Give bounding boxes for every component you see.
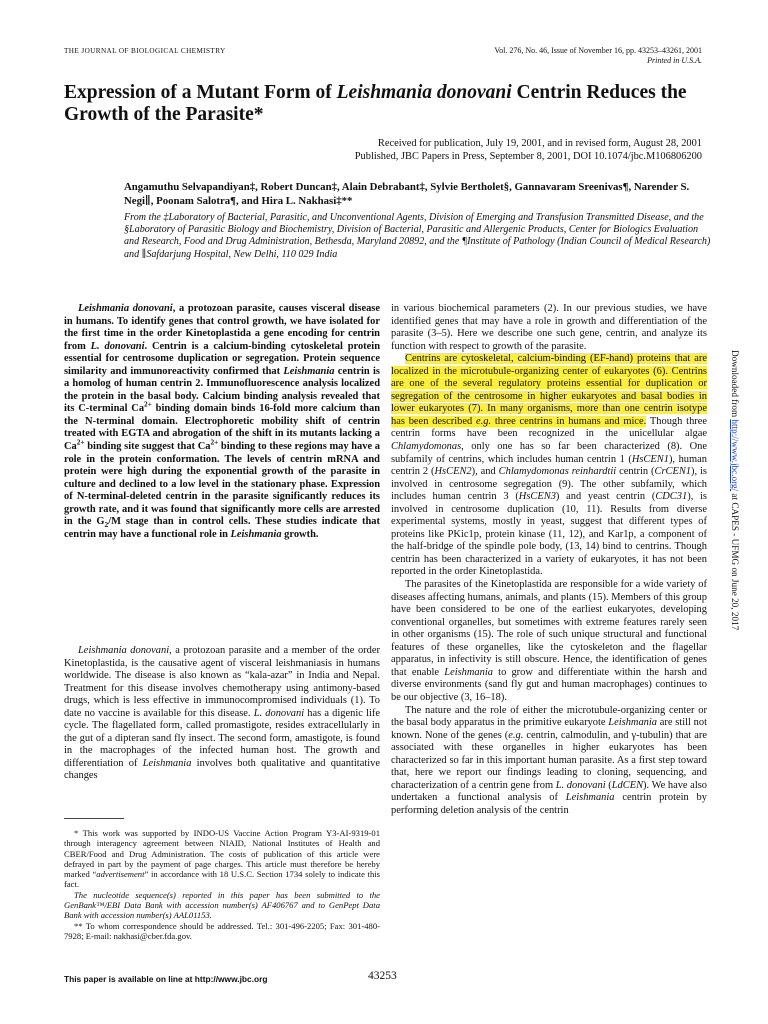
text-run: HsCEN3 (518, 491, 556, 503)
footnote-funding (64, 828, 380, 890)
download-suffix: at CAPES - UFMG on June 20, 2017 (730, 491, 740, 631)
text-run: ” in accordance with 18 U.S.C. Section 1734 solely to indicate this fact. (64, 869, 380, 890)
footnote-rule (64, 818, 124, 819)
text-run: Leishmania (444, 666, 493, 678)
text-run: Leishmania (230, 528, 282, 540)
text-run: 2+ (144, 399, 152, 409)
text-run: involves both qualitative and quantitative changes (64, 757, 380, 782)
text-run: ** To whom correspondence should be addressed. Tel.: 301-496-2205; Fax: 301-480-7928; E-mail: nakhasi@cber.fda.gov. (64, 920, 380, 941)
text-run: CDC31 (655, 491, 688, 503)
publication-dates (300, 138, 702, 163)
text-run: to grow and differentiate within the harsh and diverse environments (sand fly gut and human macrophages) continues to be our objective (3, 16–18). (391, 666, 707, 703)
text-run: centrin ( (616, 466, 655, 478)
text-run: has a digenic life cycle. The flagellated form, called promastigote, resides extracellularly in the gut of a dipteran sand fly insect. The second form, amastigote, is found in the macrophages of the infected human host. The growth and differentiation of (64, 707, 380, 769)
text-run: growth. (281, 528, 319, 540)
download-prefix: Downloaded from (730, 350, 740, 420)
published-line: Published, JBC Papers in Press, September 8, 2001, DOI 10.1074/jbc.M106806200 (354, 150, 702, 162)
right-paragraph-1 (391, 303, 707, 353)
affiliations: From the ‡Laboratory of Bacterial, Parasitic, and Unconventional Agents, Division of Emerging and Transfusion Transmitted Disease, and the §Laboratory of Parasitic Biology and Biochemistry, Division of Bacterial, Parasitic and Allergenic Products, Center for Biologics Evaluation and Research, Food and Drug Administration, Bethesda, Maryland 20892, and the ¶Institute of Pathology (Indian Council of Medical Research) and ∥Safdarjung Hospital, New Delhi, 110 029 India (124, 212, 711, 260)
text-run: binding site suggest that Ca (84, 441, 211, 453)
text-run: e.g. (508, 729, 524, 741)
text-run: in various biochemical parameters (2). In our previous studies, we have identified genes that may have a role in growth and differentiation of the parasite (3–5). Here we describe one such gene, centrin, and analyze its function with respect to growth of the parasite. (391, 303, 707, 352)
text-run: centrin is a homolog of human centrin 2. Immunofluorescence analysis localized the protein in the basal body. Calcium binding analysis revealed that its C-terminal Ca (64, 365, 380, 415)
text-run: ). We have also undertaken a functional analysis of (391, 779, 707, 804)
printed-line: Printed in U.S.A. (647, 56, 702, 65)
text-run: Though three centrin forms have been recognized in the unicellular algae (391, 415, 708, 440)
text-run: ), is involved in centrosome duplication (10, 11). Results from diverse experimental systems, mostly in yeast, suggest that different types of proteins like PKic1p, protein kinase (11, 12), and Kar1p, a component of the half-bridge of the spindle pole body, (13, 14) bind to centrins. Though centrin has been characterized in a variety of eukaryotes, it has not been reported in the order Kinetoplastida. (391, 491, 707, 578)
text-run: , a protozoan parasite and a member of the order Kinetoplastida, is the causative agent of visceral leishmaniasis in humans worldwide. The disease is also known as “kala-azar” in India and Nepal. Treatment for this disease involves chemotherapy using antimony-based drugs, which is less effective in immunocompromised individuals (1). To date no vaccine is available for this disease. (64, 645, 380, 719)
text-run: LdCEN (611, 779, 644, 791)
right-paragraph-4 (391, 705, 707, 818)
footnote-sequence (64, 890, 380, 921)
article-title (64, 82, 714, 126)
text-run: . Centrin is a calcium-binding cytoskeletal protein essential for centrosome duplication or segregation. Protein sequence similarity and immunoreactivity confirmed that (64, 340, 381, 377)
title-species: Leishmania donovani (336, 82, 512, 103)
page-number: 43253 (368, 970, 397, 982)
text-run: Leishmania (565, 792, 615, 804)
text-run: 2 (104, 520, 109, 530)
text-run: are still not known. None of the genes ( (391, 717, 707, 741)
text-run: advertisement (96, 869, 145, 880)
volume-info (480, 46, 702, 66)
text-run: , a protozoan parasite, causes visceral disease in humans. To identify genes that control growth, we have isolated for the first time in the order Kinetoplastida a gene encoding for centrin from (64, 303, 380, 352)
text-run: ( (605, 779, 612, 791)
text-run: HsCEN1 (631, 453, 669, 465)
text-run: ), human centrin 2 ( (391, 453, 707, 478)
right-paragraph-2 (391, 353, 707, 579)
journal-name: THE JOURNAL OF BIOLOGICAL CHEMISTRY (64, 47, 226, 55)
online-availability: This paper is available on line at http://www.jbc.org (64, 974, 268, 984)
text-run: Leishmania (142, 757, 192, 769)
introduction-right-column (391, 303, 707, 817)
text-run: The nature and the role of either the microtubule-organizing center or the basal body apparatus in the primitive eukaryote (391, 704, 707, 729)
text-run: HsCEN2 (434, 466, 472, 478)
text-run: L. donovani (90, 340, 145, 352)
text-run: ) and yeast centrin ( (555, 491, 656, 503)
volume-line: Vol. 276, No. 46, Issue of November 16, pp. 43253–43261, 2001 (494, 46, 702, 55)
footnotes (64, 828, 380, 941)
text-run: Leishmania donovani (78, 303, 173, 314)
text-run: The nucleotide sequence(s) reported in this paper has been submitted to the GenBank™/EBI Data Bank with accession number(s) AF406767 and to GenPept Data Bank with accession number(s) AAL01153. (64, 889, 380, 921)
text-run: ), and (471, 466, 499, 478)
right-paragraph-3 (391, 579, 707, 704)
footnote-correspondence (64, 921, 380, 942)
text-run: three centrins in humans and mice. (491, 415, 647, 427)
text-run: /M stage than in control cells. These studies indicate that centrin may have a functional role in (64, 516, 380, 540)
text-run: Chlamydomonas reinhardtii (498, 466, 617, 478)
text-run: Chlamydomonas (391, 441, 462, 453)
text-run: CrCEN1 (654, 466, 692, 478)
received-line: Received for publication, July 19, 2001, and in revised form, August 28, 2001 (377, 138, 702, 149)
text-run: Leishmania (283, 365, 335, 377)
text-run: The parasites of the Kinetoplastida are responsible for a wide variety of diseases affecting humans, animals, and plants (15). Members of this group have been considered to be one of the earliest eukaryotes, developing conventional organelles, but sometimes with extreme features rarely seen in other organisms (15). The role of such unique structural and functional features of these organelles, like the cytoskeleton and the flagellar apparatus, in infectivity is still obscure. Hence, the identification of genes that enable (391, 579, 707, 678)
text-run: L. donovani (555, 779, 606, 791)
title-part-2: Centrin Reduces the Growth of the Parasite* (64, 82, 687, 125)
text-run: ), is involved in centrosome segregation (9). The other subfamily, which includes human centrin 3 ( (391, 466, 707, 503)
text-run: , only one has so far been characterized (8). One subfamily of centrins, which includes human centrin 1 ( (391, 441, 707, 465)
text-run: Leishmania donovani (78, 645, 170, 656)
title-part-1: Expression of a Mutant Form of (64, 82, 337, 103)
text-run: centrin, calmodulin, and γ-tubulin) that are associated with these organelles in higher eukaryotes has been characterized so far in this important human parasite. As a first step toward that, here we report our findings leading to cloning, sequencing, and characterization of a centrin gene from (391, 729, 707, 791)
text-run: 2+ (76, 437, 85, 447)
text-run: Centrins are cytoskeletal, calcium-binding (EF-hand) proteins that are localized in the microtubule-organizing center of eukaryotes (6). Centrins are one of the several regulatory proteins essential for duplication or segregation of the centrosome in higher eukaryotes and basal bodies in lower eukaryotes (7). In many organisms, more than one centrin isotype has been described (391, 353, 707, 427)
jbc-link[interactable]: http://www.jbc.org/ (730, 419, 740, 492)
download-sidebar (730, 350, 747, 700)
text-run: binding domain binds 16-fold more calcium than the N-terminal domain. Electrophoretic mobility shift of centrin treated with EGTA and abrogation of the shift in its mutants lacking a Ca (64, 403, 380, 453)
author-list: Angamuthu Selvapandiyan‡, Robert Duncan‡, Alain Debrabant‡, Sylvie Bertholet§, Gannavaram Sreenivas¶, Narender S. Negi∥, Poonam Salotra¶, and Hira L. Nakhasi‡** (124, 181, 690, 207)
text-run: Leishmania (608, 717, 658, 729)
introduction-left-column (64, 645, 380, 783)
text-run: 2+ (210, 437, 219, 447)
download-note (730, 350, 740, 630)
text-run: centrin protein by performing deletion analysis of the centrin (391, 792, 707, 816)
abstract (64, 303, 380, 541)
text-run: * This work was supported by INDO-US Vaccine Action Program Y3-AI-9319-01 through interagency agreement between NIAID, National Institutes of Health and CBER/Food and Drug Administration. The costs of publication of this article were defrayed in part by the payment of page charges. This article must therefore be hereby marked “ (64, 828, 380, 880)
text-run: e.g. (476, 415, 492, 427)
text-run: L. donovani (253, 707, 305, 719)
text-run: binding to these regions may have a role in the protein conformation. The levels of centrin mRNA and protein were high during the exponential growth of the parasite in culture and declined to a low level in the stationary phase. Expression of N-terminal-deleted centrin in the parasite significantly reduces its growth rate, and it was found that significantly more cells are arrested in the G (64, 441, 381, 528)
